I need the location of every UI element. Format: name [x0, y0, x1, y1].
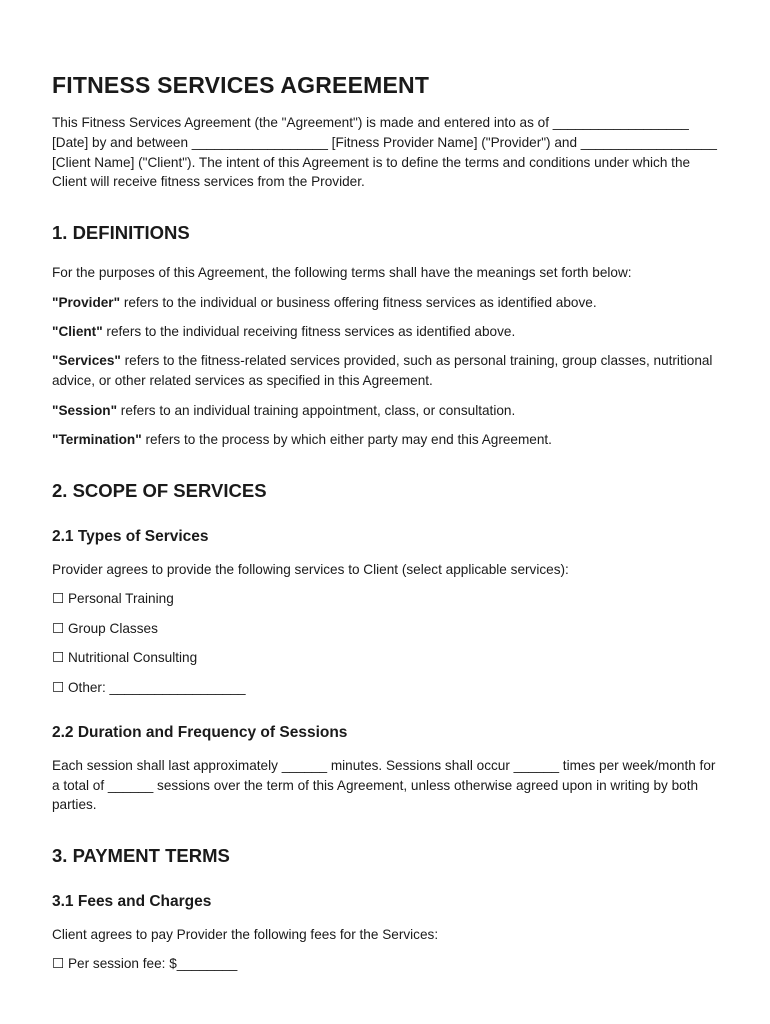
definition-client — [52, 322, 718, 342]
definition-text: refers to the process by which either party may end this Agreement. — [141, 431, 552, 447]
option-nutritional-consulting[interactable]: ☐ Nutritional Consulting — [52, 650, 198, 666]
definition-term: "Session" — [52, 402, 118, 418]
option-per-session-fee[interactable]: ☐ Per session fee: $________ — [52, 956, 238, 972]
definition-term: "Services" — [52, 353, 121, 369]
definition-session — [52, 401, 718, 421]
option-group-classes[interactable]: ☐ Group Classes — [52, 620, 158, 636]
section-definitions-heading: 1. DEFINITIONS — [52, 222, 190, 244]
definition-text: refers to an individual training appointment, class, or consultation. — [117, 402, 516, 418]
subsection-duration-heading: 2.2 Duration and Frequency of Sessions — [52, 723, 348, 741]
definition-provider — [52, 293, 718, 313]
definition-termination — [52, 430, 718, 450]
definition-term: "Termination" — [52, 431, 142, 447]
fees-lead: Client agrees to pay Provider the following fees for the Services: — [52, 927, 439, 943]
document-title: FITNESS SERVICES AGREEMENT — [52, 72, 430, 98]
section-payment-heading: 3. PAYMENT TERMS — [52, 845, 230, 867]
intro-paragraph: This Fitness Services Agreement (the "Agreement") is made and entered into as of __________________ [Date] by and between __________________ [Fitness Provider Name] ("Provider") and __________________ [Client Name] ("Client"). The intent of this Agreement is to define the terms and conditions under which the Client will receive fitness services from the Provider. — [52, 115, 717, 190]
definition-text: refers to the individual or business offering fitness services as identified above. — [120, 294, 597, 310]
definition-term: "Client" — [52, 323, 103, 339]
types-lead: Provider agrees to provide the following services to Client (select applicable services): — [52, 561, 569, 577]
definitions-lead: For the purposes of this Agreement, the following terms shall have the meanings set forth below: — [52, 265, 632, 281]
definition-text: refers to the fitness-related services provided, such as personal training, group classes, nutritional advice, or other related services as specified in this Agreement. — [52, 353, 713, 389]
option-other[interactable]: ☐ Other: __________________ — [52, 679, 246, 695]
definition-text: refers to the individual receiving fitness services as identified above. — [102, 323, 516, 339]
option-personal-training[interactable]: ☐ Personal Training — [52, 591, 174, 607]
definition-term: "Provider" — [52, 294, 121, 310]
subsection-fees-heading: 3.1 Fees and Charges — [52, 893, 212, 911]
duration-paragraph: Each session shall last approximately ______ minutes. Sessions shall occur ______ times per week/month for a total of ______ sessions over the term of this Agreement, unless otherwise agreed upon in writing by both parties. — [52, 757, 716, 813]
subsection-types-heading: 2.1 Types of Services — [52, 527, 209, 545]
section-scope-heading: 2. SCOPE OF SERVICES — [52, 479, 267, 501]
definition-services — [52, 351, 718, 391]
